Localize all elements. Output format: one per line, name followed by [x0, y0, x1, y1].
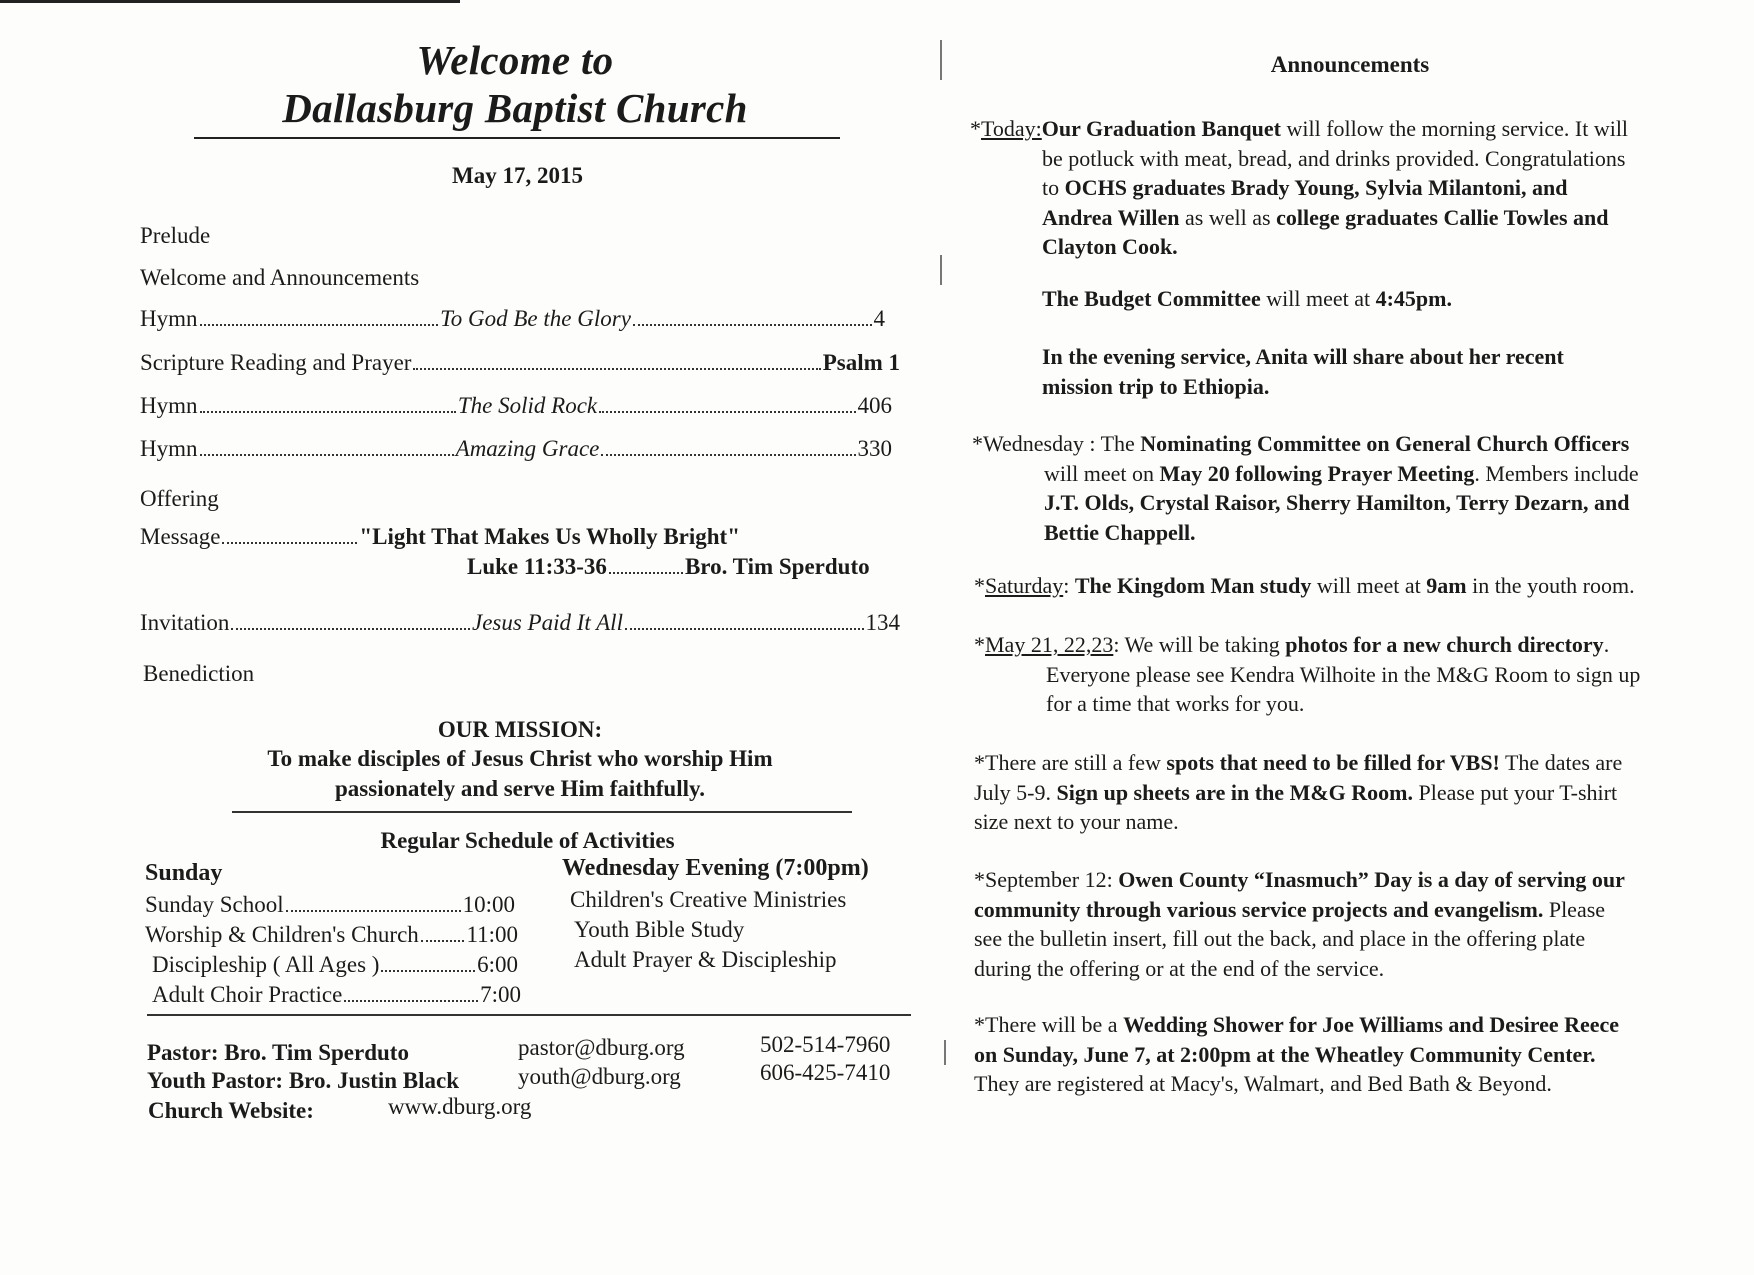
leader-dots: [200, 324, 439, 326]
announcement-line: They are registered at Macy's, Walmart, and Bed Bath & Beyond.: [974, 1071, 1552, 1096]
activity-time: 6:00: [477, 952, 518, 977]
mission-divider: [232, 811, 852, 813]
pastor-label: Pastor: Bro. Tim Sperduto: [147, 1040, 409, 1065]
announcement-line: [974, 865, 1625, 895]
scan-edge-line: [0, 0, 460, 3]
leader-dots: [286, 910, 461, 912]
announcement-bold: The Kingdom Man study: [1074, 573, 1312, 598]
hymn-title: Amazing Grace: [455, 436, 600, 461]
service-scripture: [140, 350, 900, 376]
announcement-bold: Sign up sheets are in the M&G Room.: [1056, 779, 1413, 805]
service-hymn-3: [140, 436, 892, 462]
activity-name: Adult Choir Practice: [152, 982, 343, 1007]
announcement-bold: 9am: [1426, 573, 1467, 598]
hymn-number: 4: [873, 306, 885, 331]
service-invitation: [140, 610, 900, 636]
announcement-text: *Wednesday : The: [972, 431, 1141, 456]
announcement-text: *There will be a: [974, 1012, 1124, 1037]
announcement-line: [974, 748, 1622, 778]
hymn-number: 134: [865, 610, 901, 635]
announcement-line: on Sunday, June 7, at 2:00pm at the Wheatley Community Center.: [974, 1041, 1596, 1067]
announcement-text: : We will be taking: [1113, 632, 1286, 657]
hymn-label: Hymn: [140, 393, 198, 418]
announcement-text: to: [1042, 175, 1065, 200]
announcement-saturday: [974, 571, 1635, 601]
announcement-budget: [1042, 284, 1452, 314]
announcement-bold: 4:45pm.: [1375, 286, 1452, 311]
announcement-inasmuch-day: [974, 865, 1625, 983]
scripture-label: Scripture Reading and Prayer: [140, 350, 412, 375]
title-divider: [194, 137, 840, 139]
activity-name: Worship & Children's Church: [145, 922, 419, 947]
hymn-label: Hymn: [140, 306, 198, 331]
announcement-line: see the bulletin insert, fill out the back, and place in the offering plate: [974, 926, 1586, 951]
sermon-passage: Luke 11:33-36: [467, 554, 607, 579]
service-prelude: Prelude: [140, 223, 211, 248]
leader-dots: [381, 970, 475, 972]
bullet-star: *: [970, 116, 981, 141]
pastor-email[interactable]: pastor@dburg.org: [518, 1035, 685, 1060]
announcement-text: will meet at: [1311, 573, 1427, 598]
announcement-bold: Wedding Shower for Joe Williams and Desiree Reece: [1123, 1012, 1620, 1037]
announcement-line: [970, 173, 1628, 203]
announcement-wednesday: [972, 429, 1639, 547]
announcement-line: Clayton Cook.: [1042, 234, 1178, 259]
youth-email[interactable]: youth@dburg.org: [518, 1064, 681, 1089]
message-label: Message: [140, 524, 221, 549]
hymn-title: The Solid Rock: [457, 393, 598, 418]
announcement-text: July 5-9.: [974, 779, 1057, 805]
service-benediction: Benediction: [143, 661, 255, 686]
announcement-line: [974, 630, 1640, 660]
fold-mark: [940, 255, 942, 285]
announcement-vbs: [974, 748, 1622, 837]
announcement-text: will follow the morning service. It will: [1281, 116, 1629, 141]
sunday-heading: Sunday: [145, 860, 223, 886]
sunday-item: [152, 982, 521, 1008]
leader-dots: [599, 411, 855, 413]
leader-dots: [344, 1000, 478, 1002]
announcement-when: Today:: [981, 116, 1042, 141]
youth-phone: 606-425-7410: [760, 1060, 891, 1085]
church-name-title: Dallasburg Baptist Church: [282, 85, 748, 131]
sunday-item: [145, 892, 515, 918]
announcement-line: [970, 203, 1628, 233]
announcement-line: [974, 1010, 1619, 1040]
wednesday-heading: Wednesday Evening (7:00pm): [562, 855, 869, 881]
sunday-item: [145, 922, 518, 948]
leader-dots: [222, 542, 357, 544]
announcement-text: as well as: [1179, 204, 1277, 230]
scripture-reference: Psalm 1: [822, 350, 900, 375]
youth-pastor-label: Youth Pastor: Bro. Justin Black: [147, 1068, 460, 1093]
bullet-star: *: [974, 632, 985, 657]
sermon-passage-line: [467, 554, 870, 580]
activity-name: Discipleship ( All Ages ): [152, 952, 380, 977]
announcement-bold: May 20 following Prayer Meeting: [1159, 460, 1475, 486]
announcement-bold: Andrea Willen: [1042, 204, 1180, 230]
mission-statement: [230, 744, 810, 804]
announcement-bold: spots that need to be filled for VBS!: [1166, 750, 1500, 775]
announcement-text: *September 12:: [974, 867, 1119, 892]
announcement-bold: college graduates Callie Towles and: [1276, 204, 1609, 230]
announcement-line: during the offering or at the end of the service.: [974, 955, 1385, 981]
announcement-text: Please: [1543, 896, 1606, 922]
announcement-line: Everyone please see Kendra Wilhoite in the M&G Room to sign up: [1046, 661, 1641, 687]
service-welcome: Welcome and Announcements: [140, 265, 420, 290]
announcement-text: .: [1603, 632, 1610, 657]
schedule-heading: Regular Schedule of Activities: [380, 828, 675, 853]
leader-dots: [413, 368, 820, 370]
announcement-wedding-shower: [974, 1010, 1619, 1099]
announcement-directory-photos: [974, 630, 1640, 719]
announcement-line: be potluck with meat, bread, and drinks provided. Congratulations: [1042, 145, 1626, 171]
sunday-item: [152, 952, 518, 978]
announcement-text: will meet on: [1044, 460, 1160, 486]
announcement-line: [972, 429, 1639, 459]
sermon-speaker: Bro. Tim Sperduto: [684, 554, 870, 579]
activity-time: 11:00: [466, 922, 518, 947]
pastor-phone: 502-514-7960: [760, 1032, 891, 1057]
announcement-line: [974, 778, 1622, 808]
announcement-text: *There are still a few: [974, 750, 1167, 775]
leader-dots: [625, 628, 864, 630]
announcement-line: size next to your name.: [974, 809, 1179, 834]
announcement-line: mission trip to Ethiopia.: [1042, 373, 1270, 399]
mission-line: passionately and serve Him faithfully.: [335, 776, 705, 801]
service-message: [140, 524, 740, 550]
announcement-when: Saturday: [985, 573, 1064, 598]
fold-mark: [944, 1040, 946, 1065]
announcement-bold: Our Graduation Banquet: [1041, 116, 1281, 141]
service-offering: Offering: [140, 486, 219, 511]
fold-mark: [940, 40, 942, 80]
announcement-text: . Members include: [1474, 460, 1639, 486]
wednesday-item: Children's Creative Ministries: [570, 887, 847, 912]
announcement-bold: photos for a new church directory: [1285, 632, 1604, 657]
service-hymn-2: [140, 393, 892, 419]
church-website[interactable]: www.dburg.org: [388, 1094, 532, 1119]
hymn-label: Hymn: [140, 436, 198, 461]
announcement-bold: Nominating Committee on General Church Officers: [1140, 431, 1630, 456]
announcement-line: Bettie Chappell.: [1044, 519, 1196, 545]
activity-name: Sunday School: [145, 892, 284, 917]
announcement-when: May 21, 22,23: [985, 632, 1114, 657]
hymn-number: 406: [857, 393, 892, 418]
bulletin-date: May 17, 2015: [452, 163, 583, 188]
invitation-label: Invitation: [140, 610, 230, 635]
wednesday-item: Youth Bible Study: [574, 917, 745, 942]
hymn-title: Jesus Paid It All: [471, 610, 623, 635]
church-welcome-title: Welcome to: [416, 37, 614, 83]
announcement-line: J.T. Olds, Crystal Raisor, Sherry Hamilton, Terry Dezarn, and: [1044, 490, 1630, 515]
leader-dots: [421, 940, 465, 942]
announcement-text: :: [1063, 573, 1075, 598]
announcements-heading: Announcements: [1270, 52, 1430, 77]
hymn-number: 330: [857, 436, 893, 461]
leader-dots: [609, 572, 683, 574]
announcement-line: for a time that works for you.: [1046, 691, 1305, 716]
announcement-text: will meet at: [1260, 286, 1376, 311]
mission-heading: OUR MISSION:: [437, 717, 603, 742]
leader-dots: [633, 324, 872, 326]
bullet-star: *: [974, 573, 985, 598]
leader-dots: [231, 628, 470, 630]
announcement-bold: The Budget Committee: [1042, 286, 1261, 311]
hymn-title: To God Be the Glory: [440, 306, 631, 331]
wednesday-item: Adult Prayer & Discipleship: [574, 947, 837, 972]
announcement-text: Please put your T-shirt: [1413, 779, 1618, 805]
announcement-bold: community through various service projects and evangelism.: [974, 896, 1544, 922]
schedule-divider: [147, 1014, 911, 1016]
service-hymn-1: [140, 306, 885, 332]
activity-time: 10:00: [462, 892, 515, 917]
announcement-text: The dates are: [1499, 750, 1623, 775]
leader-dots: [601, 454, 855, 456]
announcement-bold: Owen County “Inasmuch” Day is a day of serving our: [1118, 867, 1625, 892]
announcement-evening: [1042, 342, 1564, 401]
announcement-line: In the evening service, Anita will share about her recent: [1042, 344, 1564, 369]
announcement-today: [970, 114, 1628, 262]
sermon-title: "Light That Makes Us Wholly Bright": [359, 524, 740, 549]
website-label: Church Website:: [148, 1098, 314, 1123]
announcement-line: [972, 459, 1639, 489]
announcement-text: in the youth room.: [1466, 573, 1635, 598]
announcement-line: [974, 895, 1625, 925]
leader-dots: [200, 411, 456, 413]
announcement-line: [970, 114, 1628, 144]
activity-time: 7:00: [480, 982, 521, 1007]
announcement-bold: OCHS graduates Brady Young, Sylvia Milantoni, and: [1064, 175, 1568, 200]
leader-dots: [200, 454, 454, 456]
mission-line: To make disciples of Jesus Christ who worship Him: [267, 746, 773, 771]
